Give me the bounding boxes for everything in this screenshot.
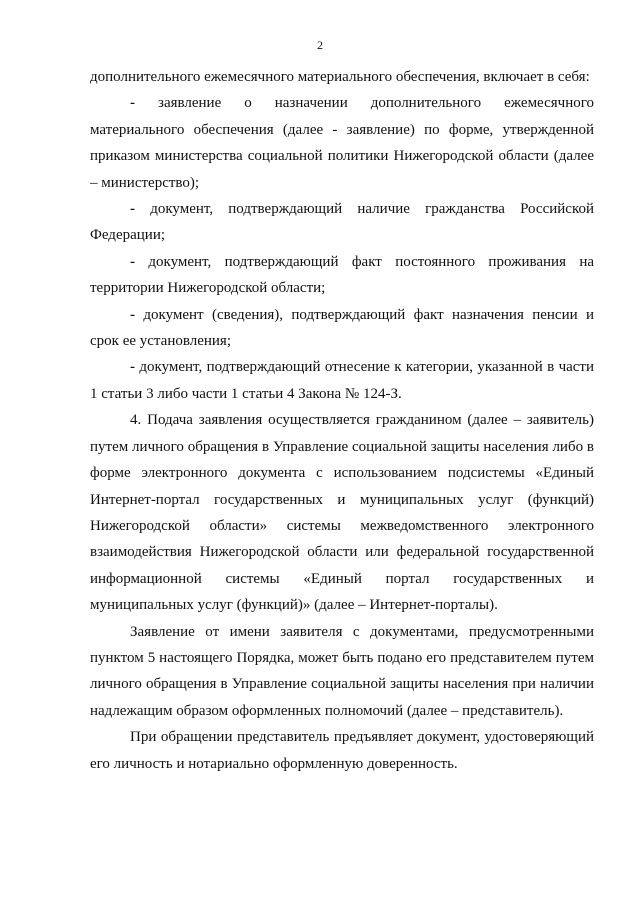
list-dash: - <box>130 359 135 376</box>
list-dash: - <box>130 306 135 323</box>
list-item-text: документ, подтверждающий наличие гражданства Российской Федерации; <box>90 201 594 244</box>
list-dash: - <box>130 95 135 112</box>
list-item-text: документ (сведения), подтверждающий факт назначения пенсии и срок ее установления; <box>90 306 595 350</box>
list-item-residence <box>90 249 594 302</box>
document-body <box>90 64 594 777</box>
page-number: 2 <box>317 38 323 52</box>
paragraph-representative <box>90 619 594 725</box>
list-item-category <box>90 354 594 407</box>
paragraph-text: дополнительного ежемесячного материального обеспечения, включает в себя: <box>90 69 590 85</box>
list-item-application <box>90 90 594 196</box>
paragraph-submission <box>90 407 594 618</box>
paragraph-intro-continuation <box>90 64 594 90</box>
paragraph-text: Заявление от имени заявителя с документами, предусмотренными пунктом 5 настоящего Порядка, может быть подано его представителем путем личного обращения в Управление социальной защиты населения при наличии надлежащим образом оформленных полномочий (далее – представитель). <box>90 623 594 719</box>
list-item-text: заявление о назначении дополнительного ежемесячного материального обеспечения (далее - заявление) по форме, утвержденной приказом министерства социальной политики Нижегородской области (далее – министерство); <box>90 95 595 191</box>
list-item-text: документ, подтверждающий факт постоянного проживания на территории Нижегородской области; <box>90 253 595 297</box>
list-dash: - <box>130 201 135 218</box>
paragraph-text: При обращении представитель предъявляет документ, удостоверяющий его личность и нотариально оформленную доверенность. <box>90 729 594 772</box>
list-item-text: документ, подтверждающий отнесение к категории, указанной в части 1 статьи 3 либо части 1 статьи 4 Закона № 124-З. <box>90 359 595 402</box>
paragraph-text: 4. Подача заявления осуществляется гражданином (далее – заявитель) путем личного обращения в Управление социальной защиты населения либо в форме электронного документа с использованием подсистемы «Единый Интернет-портал государственных и муниципальных услуг (функций) Нижегородской области» системы межведомственного электронного взаимодействия Нижегородской области или федеральной государственной информационной системы «Единый портал государственных и муниципальных услуг (функций)» (далее – Интернет-порталы). <box>90 412 594 614</box>
list-item-pension <box>90 302 594 355</box>
list-dash: - <box>130 253 135 270</box>
list-item-citizenship <box>90 196 594 249</box>
paragraph-identity <box>90 724 594 777</box>
